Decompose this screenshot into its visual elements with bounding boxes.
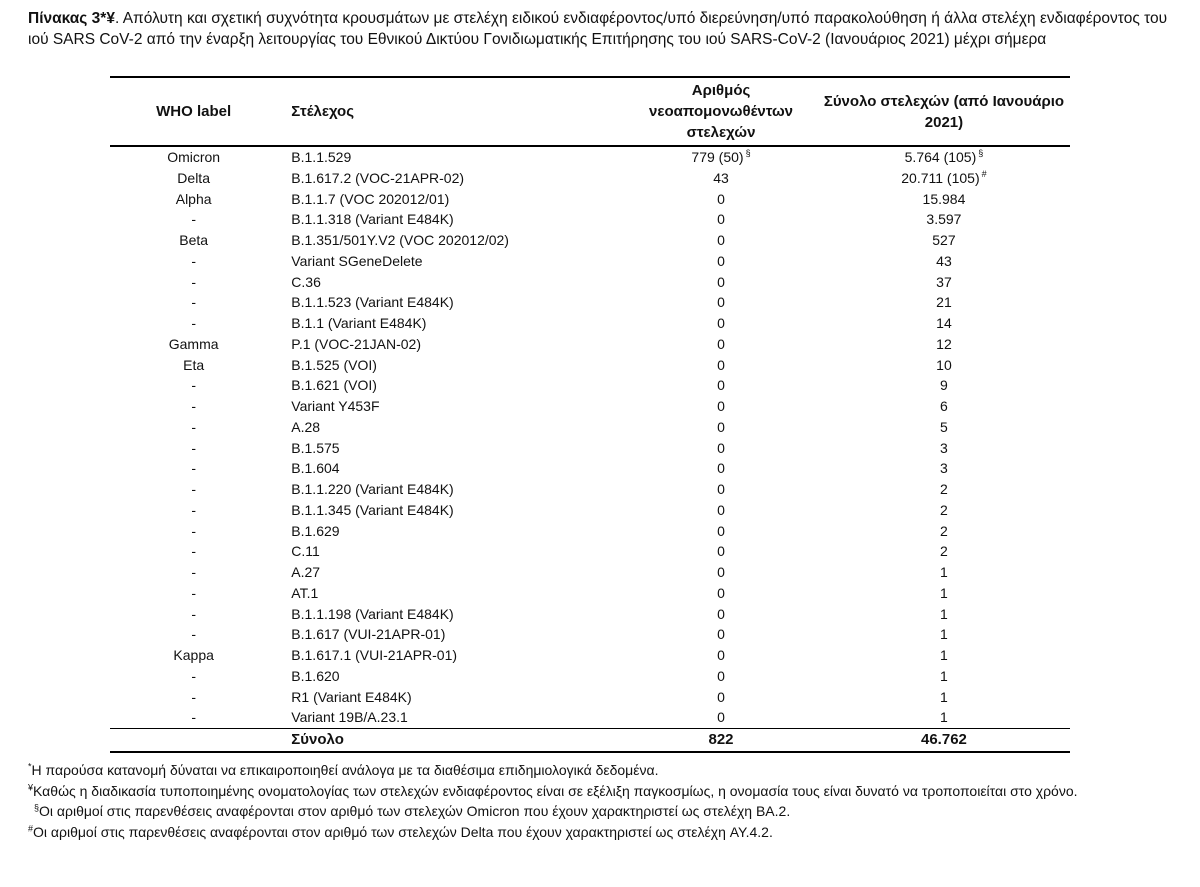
new-isolates-value: 0 [717, 190, 725, 207]
new-isolates-value: 0 [717, 667, 725, 684]
total-strains-cell [818, 209, 1070, 230]
new-isolates-value: 0 [717, 543, 725, 560]
strain-cell: B.1.1.7 (VOC 202012/01) [291, 190, 450, 207]
strain-cell: C.11 [291, 543, 320, 560]
new-isolates-value: 0 [717, 335, 725, 352]
strain-cell: B.1.1.529 [291, 149, 352, 165]
total-strains-cell [818, 272, 1070, 293]
strain-cell: B.1.604 [291, 460, 340, 477]
strain-cell: A.27 [291, 564, 321, 580]
strain-cell: B.1.629 [291, 522, 340, 539]
total-all-strains: 46.762 [921, 731, 967, 748]
total-new-isolates: 822 [708, 731, 734, 748]
strain-cell: Variant 19B/A.23.1 [291, 709, 408, 726]
table-row [110, 521, 1070, 542]
footnote-mark: § [34, 802, 40, 813]
new-isolates-cell [624, 230, 818, 251]
new-isolates-value: 0 [717, 709, 725, 726]
new-isolates-cell [624, 541, 818, 562]
new-isolates-value: 0 [717, 481, 725, 497]
who-label-cell: - [191, 481, 196, 497]
total-strains-value: 1 [940, 564, 948, 580]
who-label-cell: - [191, 294, 196, 311]
table-row [110, 562, 1070, 583]
new-isolates-value: 0 [717, 460, 725, 477]
total-strains-value: 2 [940, 543, 948, 560]
total-strains-cell [818, 707, 1070, 728]
table-row [110, 687, 1070, 708]
total-strains-value: 1 [940, 709, 948, 726]
who-label-cell: - [191, 439, 196, 456]
strain-cell: B.1.620 [291, 667, 340, 684]
who-label-cell: Alpha [175, 190, 212, 207]
total-strains-value: 10 [936, 356, 952, 373]
strain-cell: B.1.575 [291, 439, 340, 456]
table-row [110, 146, 1070, 168]
total-strains-cell [818, 146, 1070, 168]
total-strains-value: 37 [936, 273, 952, 290]
total-strains-value: 3 [940, 460, 948, 477]
strain-cell: B.1.1.198 (Variant E484K) [291, 605, 454, 622]
total-label: Σύνολο [291, 731, 344, 748]
new-isolates-value: 0 [717, 252, 725, 269]
new-isolates-value: 0 [717, 439, 725, 456]
new-isolates-cell [624, 562, 818, 583]
who-label-cell: - [191, 418, 196, 435]
total-strains-cell [818, 687, 1070, 708]
who-label-cell: Eta [183, 356, 205, 373]
new-isolates-cell [624, 209, 818, 230]
total-strains-cell [818, 521, 1070, 542]
who-label-cell: Kappa [173, 647, 214, 663]
new-isolates-cell [624, 707, 818, 728]
new-isolates-cell [624, 189, 818, 210]
strain-cell: Variant SGeneDelete [291, 252, 423, 269]
new-isolates-cell [624, 417, 818, 438]
total-strains-cell [818, 292, 1070, 313]
footnote-text: Η παρούσα κατανομή δύναται να επικαιροποιηθεί ανάλογα με τα διαθέσιμα επιδημιολογικά δεδομένα. [31, 762, 659, 778]
table-row [110, 168, 1070, 189]
total-strains-value: 20.711 (105) [901, 169, 980, 186]
new-isolates-value: 0 [717, 232, 725, 248]
who-label-cell: - [191, 709, 196, 726]
new-isolates-cell [624, 146, 818, 168]
strain-cell: AT.1 [291, 584, 319, 601]
strain-cell: B.1.351/501Y.V2 (VOC 202012/02) [291, 232, 509, 248]
new-isolates-cell [624, 313, 818, 334]
new-isolates-cell [624, 666, 818, 687]
new-isolates-cell [624, 251, 818, 272]
table-row [110, 272, 1070, 293]
who-label-cell: - [191, 667, 196, 684]
total-strains-value: 14 [936, 315, 952, 331]
total-strains-cell [818, 168, 1070, 189]
total-strains-value: 527 [932, 232, 956, 248]
footnote-marker: § [745, 148, 751, 159]
total-strains-cell [818, 417, 1070, 438]
total-strains-value: 2 [940, 522, 948, 539]
new-isolates-value: 0 [717, 377, 725, 394]
who-label-cell: - [191, 626, 196, 643]
new-isolates-cell [624, 458, 818, 479]
footnote-marker: # [981, 169, 987, 180]
who-label-cell: Omicron [167, 149, 221, 165]
strain-cell: Variant Y453F [291, 398, 380, 414]
total-strains-value: 5.764 (105) [904, 149, 977, 165]
table-row [110, 604, 1070, 625]
who-label-cell: - [191, 273, 196, 290]
total-strains-value: 12 [936, 335, 952, 352]
total-strains-cell [818, 645, 1070, 666]
table-row [110, 396, 1070, 417]
strain-cell: B.1.617.2 (VOC-21APR-02) [291, 169, 465, 186]
total-strains-cell [818, 541, 1070, 562]
total-strains-value: 1 [940, 688, 948, 705]
footnote [28, 781, 1178, 802]
table-row [110, 458, 1070, 479]
strain-cell: B.1.525 (VOI) [291, 356, 377, 373]
footnote-mark: * [28, 761, 32, 772]
total-strains-value: 15.984 [922, 190, 966, 207]
strain-cell: R1 (Variant E484K) [291, 688, 412, 705]
total-who-cell [110, 729, 277, 753]
caption-text: . Απόλυτη και σχετική συχνότητα κρουσμάτων με στελέχη ειδικού ενδιαφέροντος/υπό διερεύνηση/υπό παρακολούθηση ή άλλα στελέχη ενδιαφέροντος του ιού SARS CoV-2 από την έναρξη λειτουργίας του Εθνικού Δικτύου Γονιδιωματικής Επιτήρησης του ιού SARS-CoV-2 (Ιανουάριος 2021) μέχρι σήμερα [28, 10, 1168, 48]
total-strains-cell [818, 396, 1070, 417]
new-isolates-cell [624, 334, 818, 355]
strain-cell: B.1.1.345 (Variant E484K) [291, 501, 454, 518]
total-strains-value: 6 [940, 398, 948, 414]
total-strains-value: 1 [940, 647, 948, 663]
header-strain: Στέλεχος [291, 103, 355, 120]
header-total-strains: Σύνολο στελεχών (από Ιανουάριο 2021) [823, 92, 1065, 131]
new-isolates-value: 0 [717, 647, 725, 663]
caption-label: Πίνακας 3*¥ [28, 10, 115, 27]
table-row [110, 209, 1070, 230]
strain-cell: P.1 (VOC-21JAN-02) [291, 335, 421, 352]
strain-cell: B.1.1.523 (Variant E484K) [291, 294, 454, 311]
new-isolates-cell [624, 687, 818, 708]
new-isolates-value: 0 [717, 688, 725, 705]
table-row [110, 251, 1070, 272]
new-isolates-cell [624, 272, 818, 293]
strain-cell: B.1.621 (VOI) [291, 377, 377, 394]
new-isolates-value: 0 [717, 501, 725, 518]
table-row [110, 500, 1070, 521]
new-isolates-cell [624, 500, 818, 521]
strains-table [110, 76, 1070, 753]
who-label-cell: - [191, 564, 196, 580]
total-strains-cell [818, 230, 1070, 251]
total-strains-cell [818, 666, 1070, 687]
new-isolates-cell [624, 604, 818, 625]
table-row [110, 707, 1070, 728]
table-row [110, 645, 1070, 666]
total-strains-value: 21 [936, 294, 952, 311]
table-row [110, 334, 1070, 355]
footnote-text: Καθώς η διαδικασία τυποποιημένης ονοματολογίας των στελεχών ενδιαφέροντος είναι σε εξέλιξη παγκοσμίως, η ονομασία τους είναι δυνατό να τροποποιείται στο χρόνο. [33, 782, 1078, 799]
table-row [110, 375, 1070, 396]
new-isolates-value: 0 [717, 398, 725, 414]
new-isolates-value: 43 [713, 169, 729, 186]
new-isolates-value: 0 [717, 605, 725, 622]
new-isolates-cell [624, 292, 818, 313]
total-strains-cell [818, 458, 1070, 479]
footnote [28, 822, 1178, 843]
who-label-cell: - [191, 460, 196, 477]
new-isolates-cell [624, 479, 818, 500]
total-strains-cell [818, 334, 1070, 355]
who-label-cell: - [191, 522, 196, 539]
who-label-cell: - [191, 501, 196, 518]
total-strains-cell [818, 251, 1070, 272]
total-strains-value: 1 [940, 667, 948, 684]
total-strains-value: 5 [940, 418, 948, 435]
new-isolates-value: 0 [717, 315, 725, 331]
new-isolates-value: 0 [717, 564, 725, 580]
table-row [110, 583, 1070, 604]
footnote-text: Οι αριθμοί στις παρενθέσεις αναφέρονται στον αριθμό των στελεχών Omicron που έχουν χαρακτηριστεί ως στελέχη BA.2. [39, 803, 791, 819]
table-row [110, 417, 1070, 438]
new-isolates-cell [624, 168, 818, 189]
table-row [110, 438, 1070, 459]
new-isolates-value: 779 (50) [691, 149, 744, 165]
who-label-cell: - [191, 211, 196, 228]
table-body [110, 146, 1070, 752]
total-strains-value: 43 [936, 252, 952, 269]
table-row [110, 313, 1070, 334]
new-isolates-cell [624, 624, 818, 645]
who-label-cell: - [191, 315, 196, 331]
table-row [110, 666, 1070, 687]
total-strains-cell [818, 375, 1070, 396]
strain-cell: B.1.1.220 (Variant E484K) [291, 481, 454, 497]
footnote-marker: § [978, 148, 984, 159]
strain-cell: C.36 [291, 273, 321, 290]
new-isolates-value: 0 [717, 418, 725, 435]
who-label-cell: - [191, 605, 196, 622]
table-caption [28, 8, 1176, 50]
new-isolates-cell [624, 521, 818, 542]
header-who-label: WHO label [156, 103, 232, 120]
total-strains-cell [818, 583, 1070, 604]
total-strains-value: 3 [940, 439, 948, 456]
strain-cell: A.28 [291, 418, 321, 435]
new-isolates-cell [624, 355, 818, 376]
who-label-cell: - [191, 543, 196, 560]
new-isolates-value: 0 [717, 626, 725, 643]
strain-cell: B.1.617.1 (VUI-21APR-01) [291, 647, 458, 663]
strain-cell: B.1.617 (VUI-21APR-01) [291, 626, 446, 643]
who-label-cell: - [191, 688, 196, 705]
table-row [110, 624, 1070, 645]
table-row [110, 189, 1070, 210]
who-label-cell: Delta [177, 169, 210, 186]
total-strains-cell [818, 562, 1070, 583]
who-label-cell: Beta [179, 232, 209, 248]
total-strains-cell [818, 604, 1070, 625]
total-strains-cell [818, 500, 1070, 521]
strain-cell: B.1.1.318 (Variant E484K) [291, 211, 454, 228]
header-new-isolates: Αριθμός νεοαπομονωθέντων στελεχών [649, 82, 793, 141]
footnote [28, 801, 1178, 822]
new-isolates-cell [624, 645, 818, 666]
table-total-row [110, 729, 1070, 753]
table-row [110, 355, 1070, 376]
new-isolates-cell [624, 438, 818, 459]
total-strains-cell [818, 624, 1070, 645]
total-strains-value: 2 [940, 501, 948, 518]
total-strains-value: 3.597 [926, 211, 962, 228]
new-isolates-cell [624, 396, 818, 417]
total-strains-cell [818, 438, 1070, 459]
new-isolates-value: 0 [717, 211, 725, 228]
footnotes [28, 760, 1178, 842]
total-strains-value: 1 [940, 605, 948, 622]
who-label-cell: - [191, 584, 196, 601]
total-strains-value: 1 [940, 584, 948, 601]
new-isolates-value: 0 [717, 584, 725, 601]
new-isolates-value: 0 [717, 522, 725, 539]
total-strains-cell [818, 479, 1070, 500]
total-strains-cell [818, 313, 1070, 334]
table-row [110, 541, 1070, 562]
who-label-cell: - [191, 398, 196, 414]
total-strains-value: 2 [940, 481, 948, 497]
table-row [110, 230, 1070, 251]
footnote-mark: # [28, 822, 34, 833]
total-strains-value: 9 [940, 377, 948, 394]
total-strains-cell [818, 355, 1070, 376]
footnote-mark: ¥ [28, 781, 34, 792]
who-label-cell: - [191, 377, 196, 394]
table-row [110, 479, 1070, 500]
new-isolates-cell [624, 375, 818, 396]
new-isolates-value: 0 [717, 356, 725, 373]
new-isolates-cell [624, 583, 818, 604]
strain-cell: B.1.1 (Variant E484K) [291, 315, 427, 331]
footnote [28, 760, 1178, 781]
total-strains-cell [818, 189, 1070, 210]
new-isolates-value: 0 [717, 273, 725, 290]
who-label-cell: - [191, 252, 196, 269]
table-row [110, 292, 1070, 313]
total-strains-value: 1 [940, 626, 948, 643]
new-isolates-value: 0 [717, 294, 725, 311]
table-header-row [110, 77, 1070, 146]
footnote-text: Οι αριθμοί στις παρενθέσεις αναφέρονται στον αριθμό των στελεχών Delta που έχουν χαρακτηριστεί ως στελέχη AY.4.2. [33, 823, 773, 840]
who-label-cell: Gamma [168, 335, 219, 352]
